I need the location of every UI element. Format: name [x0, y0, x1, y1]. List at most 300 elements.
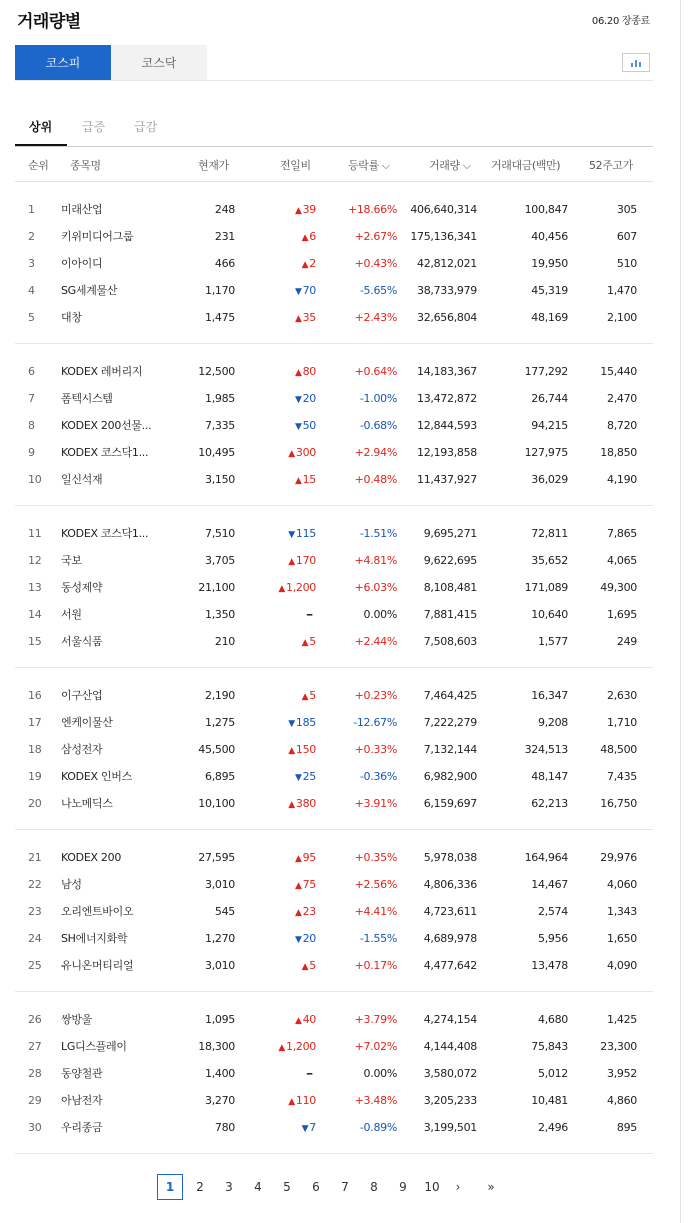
cell-52w-high: 607	[616, 230, 637, 243]
cell-rate: 0.00%	[363, 608, 397, 621]
cell-amount: 16,347	[531, 689, 568, 702]
cell-volume: 4,689,978	[423, 932, 477, 945]
group-divider	[15, 991, 653, 992]
cell-volume: 6,982,900	[423, 770, 477, 783]
cell-amount: 19,950	[531, 257, 568, 270]
stock-name-link[interactable]: 유니온머티리얼	[61, 959, 134, 972]
stock-name-link[interactable]: 국보	[61, 554, 82, 567]
cell-rank: 24	[28, 932, 42, 945]
page-5-button[interactable]: 5	[283, 1180, 291, 1194]
cell-rank: 18	[28, 743, 42, 756]
cell-52w-high: 895	[616, 1121, 637, 1134]
stock-name-link[interactable]: 미래산업	[61, 203, 103, 216]
cell-change	[235, 1006, 316, 1035]
cell-amount: 9,208	[538, 716, 568, 729]
cell-volume: 4,144,408	[423, 1040, 477, 1053]
cell-change	[235, 1060, 316, 1089]
cell-52w-high: 510	[616, 257, 637, 270]
cell-price: 1,400	[205, 1067, 235, 1080]
change-value: 115	[295, 527, 316, 540]
page-7-button[interactable]: 7	[341, 1180, 349, 1194]
cell-amount: 13,478	[531, 959, 568, 972]
change-value: 150	[295, 743, 316, 756]
last-page-icon[interactable]: »	[487, 1180, 495, 1194]
cell-volume: 14,183,367	[417, 365, 477, 378]
stock-name-link[interactable]: 우리종금	[61, 1121, 103, 1134]
table-row	[15, 385, 653, 412]
content-right-border	[680, 0, 681, 1223]
cell-volume: 9,695,271	[423, 527, 477, 540]
cell-rank: 28	[28, 1067, 42, 1080]
cell-volume: 7,881,415	[423, 608, 477, 621]
cell-rate: +3.48%	[354, 1094, 397, 1107]
cell-volume: 3,199,501	[423, 1121, 477, 1134]
stock-name-link[interactable]: 일신석재	[61, 473, 103, 486]
cell-52w-high: 2,100	[607, 311, 637, 324]
table-row	[15, 790, 653, 817]
stock-name-link[interactable]: KODEX 200선물...	[61, 419, 152, 432]
cell-amount: 26,744	[531, 392, 568, 405]
header-52w-high: 52주고가	[589, 159, 633, 172]
change-value: 20	[302, 392, 316, 405]
cell-amount: 94,215	[531, 419, 568, 432]
cell-change	[235, 412, 316, 441]
page-10-button[interactable]: 10	[424, 1180, 440, 1194]
cell-52w-high: 1,650	[607, 932, 637, 945]
cell-rank: 23	[28, 905, 42, 918]
tab-top[interactable]: 상위	[29, 120, 53, 134]
cell-price: 1,095	[205, 1013, 235, 1026]
header-amount: 거래대금(백만)	[491, 159, 561, 172]
cell-price: 3,010	[205, 959, 235, 972]
cell-volume: 5,978,038	[423, 851, 477, 864]
change-value: 5	[309, 959, 316, 972]
stock-name-link[interactable]: KODEX 인버스	[61, 770, 132, 783]
up-triangle-icon: ▲	[288, 449, 295, 459]
header-change: 전일비	[280, 159, 311, 172]
down-triangle-icon: ▼	[294, 935, 302, 945]
cell-volume: 175,136,341	[410, 230, 477, 243]
group-divider	[15, 667, 653, 668]
cell-price: 7,335	[205, 419, 235, 432]
cell-amount: 1,577	[538, 635, 568, 648]
cell-price: 231	[214, 230, 235, 243]
cell-rank: 6	[28, 365, 35, 378]
cell-52w-high: 305	[616, 203, 637, 216]
table-row	[15, 223, 653, 250]
table-row	[15, 547, 653, 574]
stock-name-link[interactable]: 동양철관	[61, 1067, 103, 1080]
stock-name-link[interactable]: 동성제약	[61, 581, 103, 594]
page-9-button[interactable]: 9	[399, 1180, 407, 1194]
cell-rate: +2.56%	[354, 878, 397, 891]
cell-change	[235, 682, 316, 711]
cell-change	[235, 223, 316, 252]
change-value: 95	[302, 851, 316, 864]
change-value: 380	[295, 797, 316, 810]
cell-price: 2,190	[205, 689, 235, 702]
change-value: 5	[309, 635, 316, 648]
table-row	[15, 1087, 653, 1114]
stock-name-link[interactable]: LG디스플레이	[61, 1040, 127, 1053]
cell-volume: 4,806,336	[423, 878, 477, 891]
cell-amount: 177,292	[524, 365, 568, 378]
down-triangle-icon: ▼	[294, 287, 302, 297]
cell-price: 3,705	[205, 554, 235, 567]
stock-name-link[interactable]: KODEX 코스닥1...	[61, 446, 149, 459]
cell-rate: +2.67%	[354, 230, 397, 243]
cell-rate: +2.44%	[354, 635, 397, 648]
cell-rank: 27	[28, 1040, 42, 1053]
cell-amount: 48,169	[531, 311, 568, 324]
cell-volume: 4,723,611	[423, 905, 477, 918]
stock-name-link[interactable]: 오리엔트바이오	[61, 905, 134, 918]
cell-rate: +0.64%	[354, 365, 397, 378]
table-row	[15, 1006, 653, 1033]
page-4-button[interactable]: 4	[254, 1180, 262, 1194]
cell-52w-high: 4,060	[607, 878, 637, 891]
pagination	[0, 1174, 680, 1200]
table-row	[15, 250, 653, 277]
up-triangle-icon: ▲	[301, 260, 309, 270]
stock-name-link[interactable]: 서원	[61, 608, 82, 621]
change-value: 300	[295, 446, 316, 459]
stock-name-link[interactable]: SG세계물산	[61, 284, 118, 297]
group-divider	[15, 505, 653, 506]
cell-rank: 25	[28, 959, 42, 972]
cell-volume: 7,222,279	[423, 716, 477, 729]
cell-52w-high: 1,710	[607, 716, 637, 729]
cell-price: 27,595	[198, 851, 235, 864]
unchanged-dash-icon: ━	[306, 611, 312, 621]
cell-change	[235, 898, 316, 927]
market-close-label: 06.20 장종료	[591, 16, 650, 27]
down-triangle-icon: ▼	[294, 395, 302, 405]
down-triangle-icon: ▼	[294, 422, 302, 432]
cell-change	[235, 736, 316, 765]
table-row	[15, 574, 653, 601]
cell-amount: 62,213	[531, 797, 568, 810]
cell-rate: +0.23%	[354, 689, 397, 702]
table-row	[15, 1114, 653, 1141]
cell-change	[235, 1033, 316, 1062]
stock-name-link[interactable]: 서울식품	[61, 635, 103, 648]
cell-rate: +0.43%	[354, 257, 397, 270]
up-triangle-icon: ▲	[294, 881, 302, 891]
stock-name-link[interactable]: KODEX 200	[61, 851, 122, 864]
cell-price: 3,150	[205, 473, 235, 486]
down-triangle-icon: ▼	[288, 719, 295, 729]
table-header-bottom-rule	[15, 181, 653, 182]
cell-rank: 9	[28, 446, 35, 459]
table-row	[15, 682, 653, 709]
cell-volume: 406,640,314	[410, 203, 477, 216]
cell-price: 1,270	[205, 932, 235, 945]
page-6-button[interactable]: 6	[312, 1180, 320, 1194]
change-value: 7	[309, 1121, 316, 1134]
stock-name-link[interactable]: 엔케이물산	[61, 716, 113, 729]
cell-change	[235, 844, 316, 873]
up-triangle-icon: ▲	[288, 557, 295, 567]
cell-52w-high: 49,300	[600, 581, 637, 594]
stock-name-link[interactable]: KODEX 레버리지	[61, 365, 143, 378]
next-page-icon[interactable]: ›	[455, 1180, 461, 1194]
cell-change	[235, 439, 316, 468]
cell-rank: 4	[28, 284, 35, 297]
table-row	[15, 709, 653, 736]
cell-amount: 100,847	[524, 203, 568, 216]
cell-rate: +2.43%	[354, 311, 397, 324]
cell-rate: -1.51%	[359, 527, 397, 540]
cell-rank: 7	[28, 392, 35, 405]
cell-rank: 16	[28, 689, 42, 702]
cell-change	[235, 601, 316, 630]
cell-volume: 12,844,593	[417, 419, 477, 432]
change-value: 40	[302, 1013, 316, 1026]
tab-surge[interactable]: 급증	[82, 120, 106, 134]
table-row	[15, 898, 653, 925]
table-row	[15, 1060, 653, 1087]
cell-rate: -1.00%	[359, 392, 397, 405]
table-row	[15, 439, 653, 466]
up-triangle-icon: ▲	[301, 233, 309, 243]
cell-rate: +7.02%	[354, 1040, 397, 1053]
cell-volume: 4,477,642	[423, 959, 477, 972]
cell-volume: 9,622,695	[423, 554, 477, 567]
chart-view-button[interactable]	[622, 53, 650, 72]
cell-volume: 8,108,481	[423, 581, 477, 594]
cell-rate: +0.35%	[354, 851, 397, 864]
header-rate: 등락률	[348, 159, 379, 172]
cell-52w-high: 4,090	[607, 959, 637, 972]
unchanged-dash-icon: ━	[306, 1070, 312, 1080]
group-divider	[15, 343, 653, 344]
cell-rank: 5	[28, 311, 35, 324]
tab-kosdaq[interactable]: 코스닥	[111, 45, 207, 80]
up-triangle-icon: ▲	[294, 206, 302, 216]
cell-change	[235, 250, 316, 279]
change-value: 35	[302, 311, 316, 324]
cell-price: 1,350	[205, 608, 235, 621]
change-value: 50	[302, 419, 316, 432]
cell-rank: 1	[28, 203, 35, 216]
cell-volume: 7,132,144	[423, 743, 477, 756]
cell-52w-high: 15,440	[600, 365, 637, 378]
cell-rate: +3.91%	[354, 797, 397, 810]
cell-52w-high: 1,343	[607, 905, 637, 918]
table-row	[15, 871, 653, 898]
cell-price: 3,270	[205, 1094, 235, 1107]
cell-52w-high: 4,860	[607, 1094, 637, 1107]
cell-price: 466	[214, 257, 235, 270]
cell-rank: 30	[28, 1121, 42, 1134]
bar-chart-icon	[639, 62, 641, 67]
cell-volume: 38,733,979	[417, 284, 477, 297]
cell-volume: 13,472,872	[417, 392, 477, 405]
cell-rate: 0.00%	[363, 1067, 397, 1080]
up-triangle-icon: ▲	[294, 476, 302, 486]
change-value: 39	[302, 203, 316, 216]
cell-change	[235, 952, 316, 981]
cell-price: 1,170	[205, 284, 235, 297]
stock-name-link[interactable]: 남성	[61, 878, 82, 891]
header-price: 현재가	[198, 159, 229, 172]
cell-amount: 36,029	[531, 473, 568, 486]
cell-amount: 171,089	[524, 581, 568, 594]
table-row	[15, 304, 653, 331]
change-value: 70	[302, 284, 316, 297]
cell-52w-high: 2,470	[607, 392, 637, 405]
up-triangle-icon: ▲	[288, 800, 295, 810]
cell-amount: 5,012	[538, 1067, 568, 1080]
cell-amount: 127,975	[524, 446, 568, 459]
stock-name-link[interactable]: 삼성전자	[61, 743, 103, 756]
cell-amount: 324,513	[524, 743, 568, 756]
cell-change	[235, 790, 316, 819]
cell-52w-high: 4,190	[607, 473, 637, 486]
cell-change	[235, 1114, 316, 1143]
cell-rank: 22	[28, 878, 42, 891]
up-triangle-icon: ▲	[278, 1043, 285, 1053]
bar-chart-icon	[631, 63, 633, 67]
change-value: 15	[302, 473, 316, 486]
stock-name-link[interactable]: 이아이디	[61, 257, 103, 270]
up-triangle-icon: ▲	[288, 1097, 295, 1107]
market-tabs	[15, 45, 653, 81]
cell-rank: 14	[28, 608, 42, 621]
cell-amount: 45,319	[531, 284, 568, 297]
cell-volume: 32,656,804	[417, 311, 477, 324]
table-header-top-rule	[15, 146, 653, 147]
cell-52w-high: 2,630	[607, 689, 637, 702]
stock-name-link[interactable]: 아남전자	[61, 1094, 103, 1107]
cell-52w-high: 1,425	[607, 1013, 637, 1026]
stock-name-link[interactable]: 폼텍시스템	[61, 392, 113, 405]
stock-name-link[interactable]: SH에너지화학	[61, 932, 128, 945]
cell-change	[235, 358, 316, 387]
cell-price: 248	[214, 203, 235, 216]
cell-rate: -0.36%	[359, 770, 397, 783]
cell-price: 6,895	[205, 770, 235, 783]
cell-rate: +0.33%	[354, 743, 397, 756]
cell-rate: -0.68%	[359, 419, 397, 432]
page-8-button[interactable]: 8	[370, 1180, 378, 1194]
cell-rank: 13	[28, 581, 42, 594]
up-triangle-icon: ▲	[301, 962, 309, 972]
change-value: 25	[302, 770, 316, 783]
header-name: 종목명	[70, 159, 101, 172]
cell-52w-high: 7,435	[607, 770, 637, 783]
stock-name-link[interactable]: 대창	[61, 311, 82, 324]
stock-name-link[interactable]: KODEX 코스닥1...	[61, 527, 149, 540]
cell-rate: +4.41%	[354, 905, 397, 918]
stock-name-link[interactable]: 키위미디어그룹	[61, 230, 134, 243]
cell-volume: 42,812,021	[417, 257, 477, 270]
table-row	[15, 601, 653, 628]
cell-rate: +0.17%	[354, 959, 397, 972]
table-row	[15, 196, 653, 223]
cell-price: 12,500	[198, 365, 235, 378]
cell-change	[235, 763, 316, 792]
table-row	[15, 925, 653, 952]
change-value: 1,200	[286, 581, 316, 594]
cell-rate: +6.03%	[354, 581, 397, 594]
table-row	[15, 1033, 653, 1060]
change-value: 185	[295, 716, 316, 729]
header-rate-sort[interactable]	[348, 157, 390, 173]
cell-rate: -0.89%	[359, 1121, 397, 1134]
table-row	[15, 628, 653, 655]
cell-amount: 2,496	[538, 1121, 568, 1134]
cell-price: 7,510	[205, 527, 235, 540]
tab-kospi[interactable]: 코스피	[15, 45, 111, 80]
cell-change	[235, 1087, 316, 1116]
cell-rate: -5.65%	[359, 284, 397, 297]
group-divider	[15, 829, 653, 830]
cell-price: 21,100	[198, 581, 235, 594]
cell-change	[235, 547, 316, 576]
cell-rank: 10	[28, 473, 42, 486]
cell-volume: 3,580,072	[423, 1067, 477, 1080]
chevron-down-icon: ⌵	[378, 159, 390, 172]
cell-price: 10,495	[198, 446, 235, 459]
cell-amount: 10,481	[531, 1094, 568, 1107]
cell-price: 545	[214, 905, 235, 918]
page-1-button[interactable]: 1	[157, 1174, 183, 1200]
up-triangle-icon: ▲	[294, 1016, 302, 1026]
cell-rank: 26	[28, 1013, 42, 1026]
chevron-down-icon: ⌵	[459, 159, 471, 172]
group-divider	[15, 1153, 653, 1154]
change-value: 110	[295, 1094, 316, 1107]
cell-volume: 11,437,927	[417, 473, 477, 486]
cell-rank: 29	[28, 1094, 42, 1107]
cell-rank: 3	[28, 257, 35, 270]
cell-change	[235, 925, 316, 954]
change-value: 5	[309, 689, 316, 702]
cell-change	[235, 628, 316, 657]
stock-name-link[interactable]: 이구산업	[61, 689, 103, 702]
tab-plunge[interactable]: 급감	[134, 120, 158, 134]
cell-rank: 8	[28, 419, 35, 432]
cell-amount: 40,456	[531, 230, 568, 243]
cell-volume: 7,464,425	[423, 689, 477, 702]
cell-52w-high: 18,850	[600, 446, 637, 459]
page-2-button[interactable]: 2	[196, 1180, 204, 1194]
change-value: 20	[302, 932, 316, 945]
cell-amount: 35,652	[531, 554, 568, 567]
cell-52w-high: 23,300	[600, 1040, 637, 1053]
up-triangle-icon: ▲	[301, 638, 309, 648]
header-volume-sort[interactable]	[429, 157, 471, 173]
cell-change	[235, 574, 316, 603]
cell-52w-high: 4,065	[607, 554, 637, 567]
header-volume: 거래량	[429, 159, 460, 172]
cell-volume: 6,159,697	[423, 797, 477, 810]
stock-name-link[interactable]: 나노메딕스	[61, 797, 113, 810]
cell-rank: 21	[28, 851, 42, 864]
change-value: 2	[309, 257, 316, 270]
change-value: 6	[309, 230, 316, 243]
stock-name-link[interactable]: 쌍방울	[61, 1013, 92, 1026]
page-3-button[interactable]: 3	[225, 1180, 233, 1194]
cell-rank: 20	[28, 797, 42, 810]
cell-volume: 7,508,603	[423, 635, 477, 648]
cell-amount: 5,956	[538, 932, 568, 945]
table-row	[15, 277, 653, 304]
cell-volume: 3,205,233	[423, 1094, 477, 1107]
cell-amount: 164,964	[524, 851, 568, 864]
